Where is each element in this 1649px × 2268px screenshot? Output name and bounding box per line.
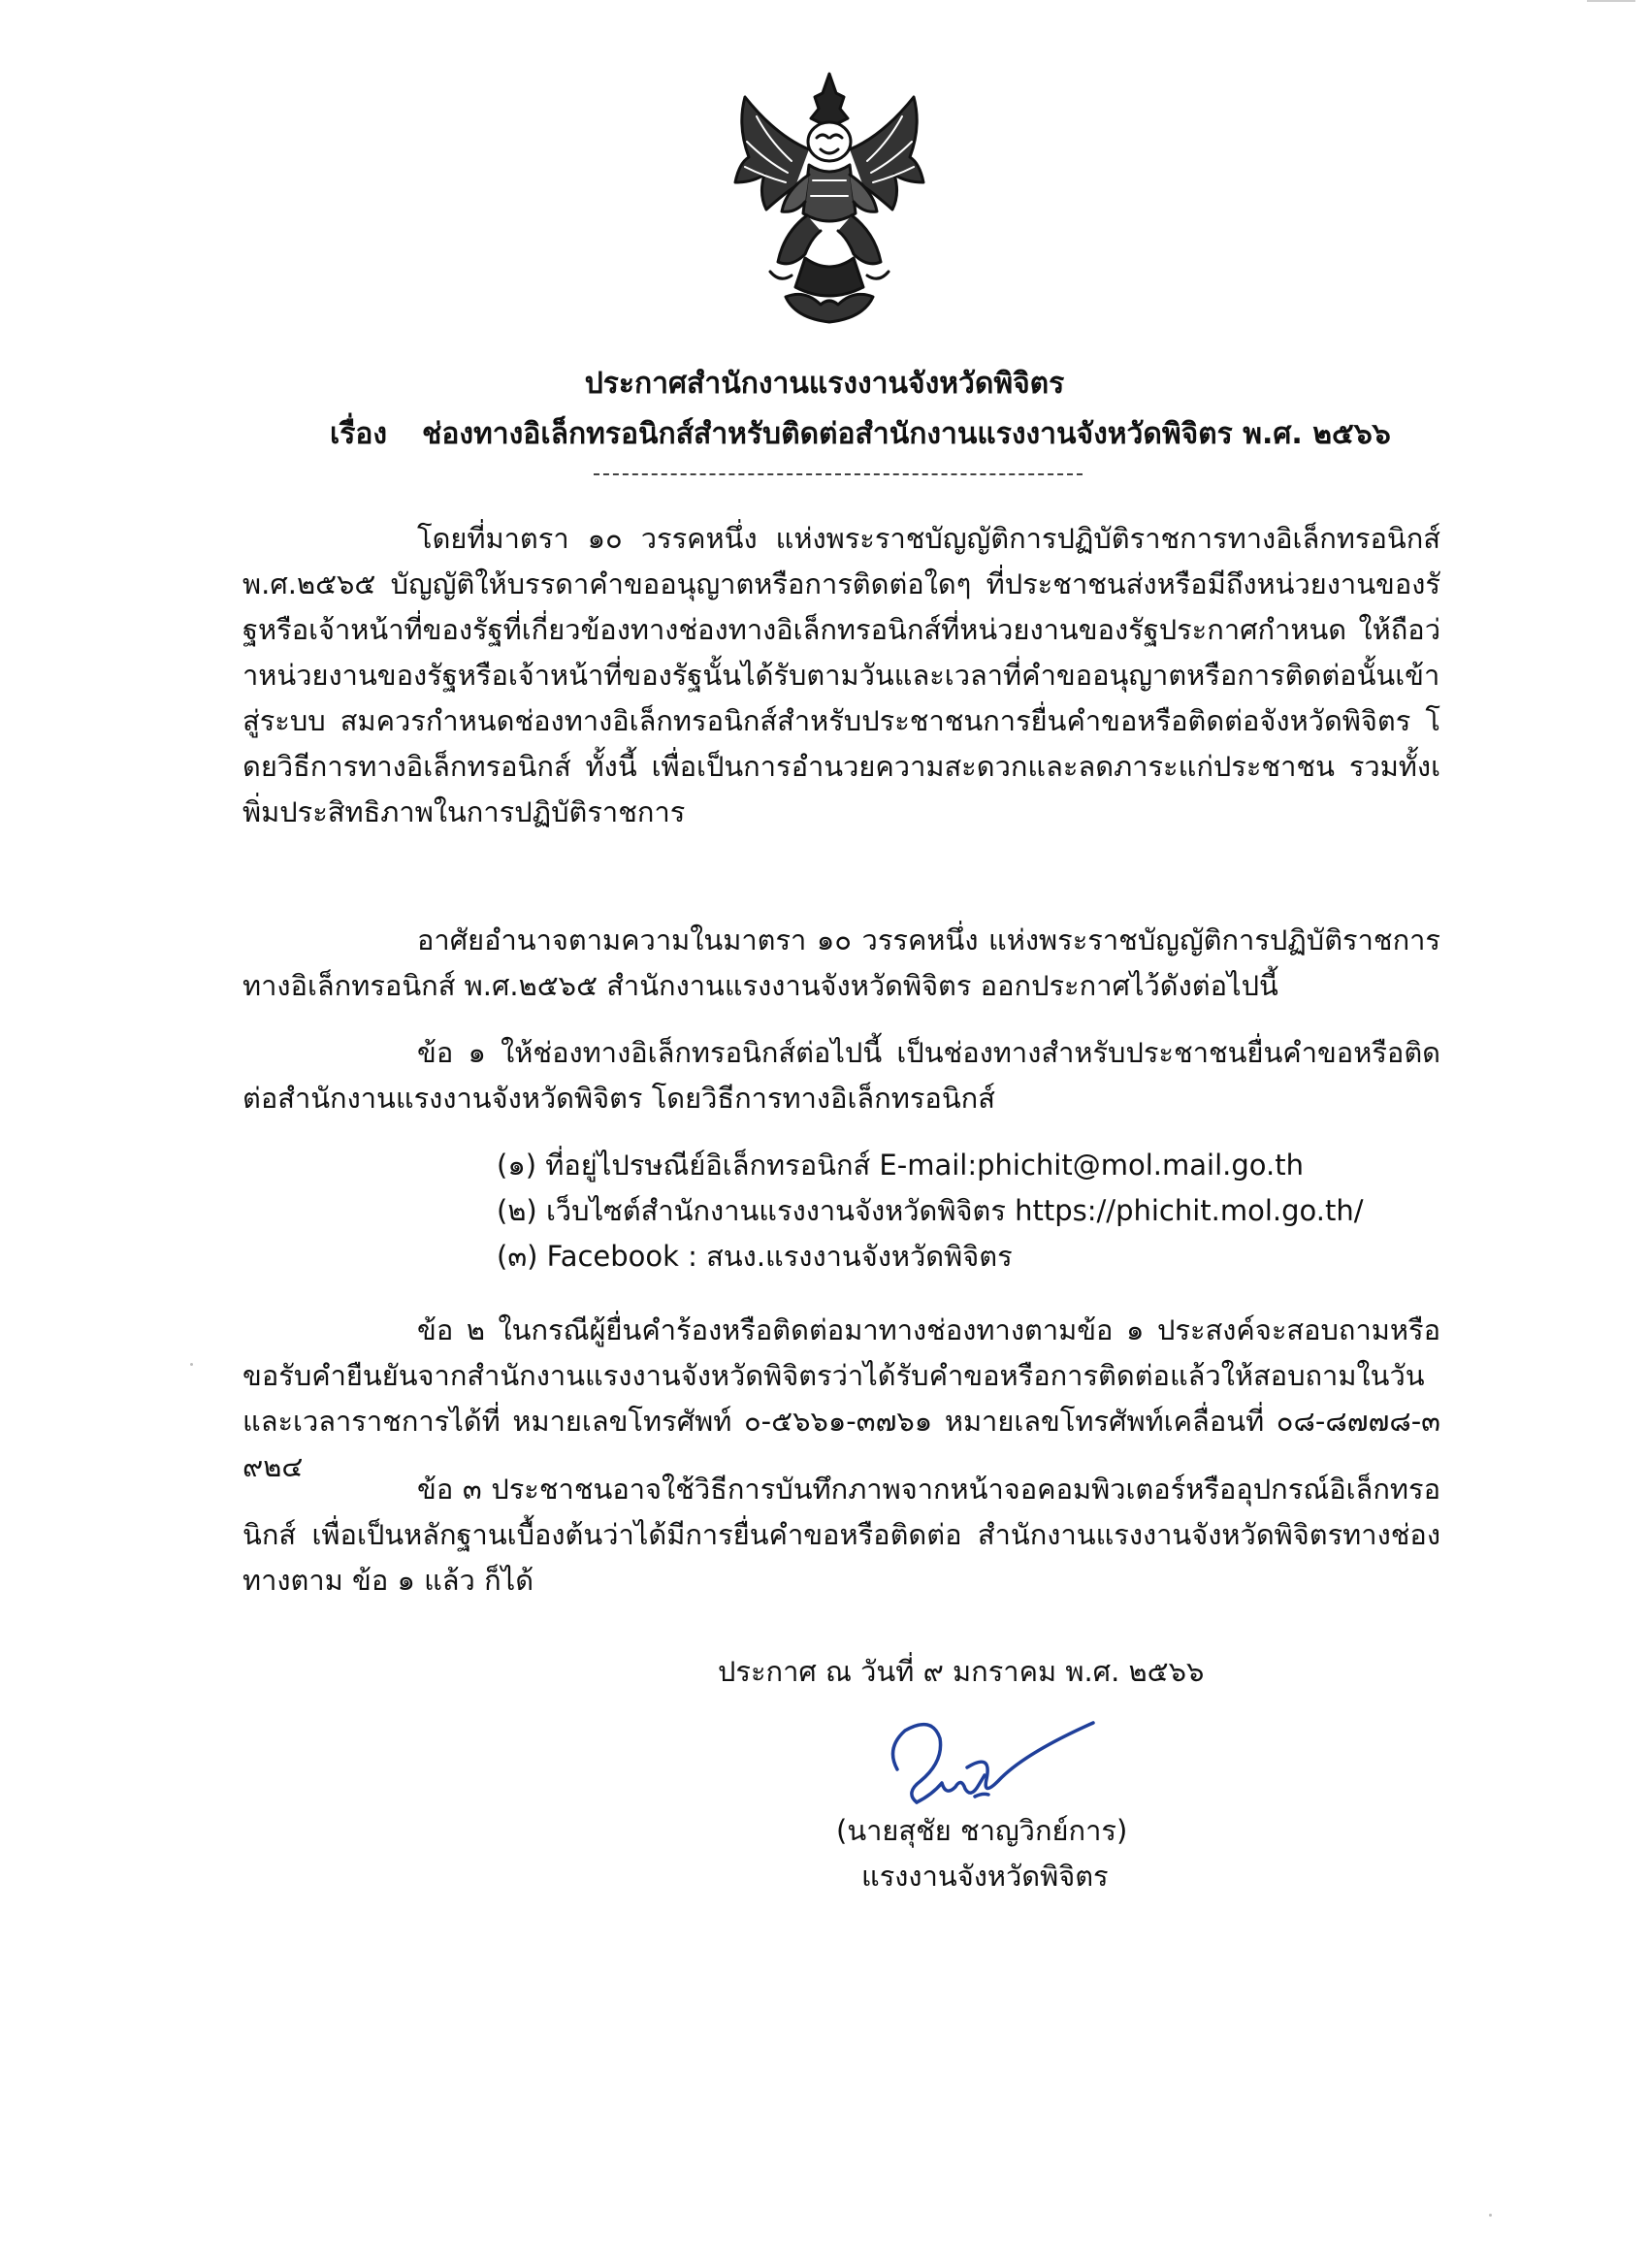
paragraph-authority: อาศัยอำนาจตามความในมาตรา ๑๐ วรรคหนึ่ง แห่งพระราชบัญญัติการปฏิบัติราชการทางอิเล็กทรอนิกส์ พ.ศ.๒๕๖๕ สำนักงานแรงงานจังหวัดพิจิตร ออกประกาศไว้ดังต่อไปนี้ [242, 923, 1440, 1002]
subject-label: เรื่อง [330, 417, 388, 451]
scan-speck [1489, 2214, 1492, 2217]
subject-text: ช่องทางอิเล็กทรอนิกส์สำหรับติดต่อสำนักงานแรงงานจังหวัดพิจิตร พ.ศ. ๒๕๖๖ [422, 417, 1391, 451]
paragraph-preamble: โดยที่มาตรา ๑๐ วรรคหนึ่ง แห่งพระราชบัญญัติการปฏิบัติราชการทางอิเล็กทรอนิกส์ พ.ศ.๒๕๖๕ บัญญัติให้บรรดาคำขออนุญาตหรือการติดต่อใดๆ ที่ประชาชนส่งหรือมีถึงหน่วยงานของรัฐหรือเจ้าหน้าที่ของรัฐที่เกี่ยวข้องทางช่องทางอิเล็กทรอนิกส์ที่หน่วยงานของรัฐประกาศกำหนด ให้ถือว่าหน่วยงานของรัฐหรือเจ้าหน้าที่ของรัฐนั้นได้รับตามวันและเวลาที่คำขออนุญาตหรือการติดต่อนั้นเข้าสู่ระบบ สมควรกำหนดช่องทางอิเล็กทรอนิกส์สำหรับประชาชนการยื่นคำขอหรือติดต่อจังหวัดพิจิตร โดยวิธีการทางอิเล็กทรอนิกส์ ทั้งนี้ เพื่อเป็นการอำนวยความสะดวกและลดภาระแก่ประชาชน รวมทั้งเพิ่มประสิทธิภาพในการปฏิบัติราชการ [242, 522, 1440, 828]
heading-divider [594, 473, 1083, 475]
garuda-emblem-icon [728, 68, 931, 330]
scan-edge-mark [1587, 0, 1635, 2]
channel-item-website: (๒) เว็บไซต์สำนักงานแรงงานจังหวัดพิจิตร https://phichit.mol.go.th/ [497, 1194, 1364, 1227]
paragraph-clause-3: ข้อ ๓ ประชาชนอาจใช้วิธีการบันทึกภาพจากหน้าจอคอมพิวเตอร์หรืออุปกรณ์อิเล็กทรอนิกส์ เพื่อเป็นหลักฐานเบื้องต้นว่าได้มีการยื่นคำขอหรือติดต่อ สำนักงานแรงงานจังหวัดพิจิตรทางช่องทางตาม ข้อ ๑ แล้ว ก็ได้ [242, 1473, 1440, 1597]
scan-speck [190, 1363, 193, 1366]
subject-line [330, 411, 1391, 457]
channel-item-facebook: (๓) Facebook : สนง.แรงงานจังหวัดพิจิตร [497, 1240, 1013, 1273]
announcement-heading: ประกาศสำนักงานแรงงานจังหวัดพิจิตร [584, 367, 1065, 401]
paragraph-clause-1: ข้อ ๑ ให้ช่องทางอิเล็กทรอนิกส์ต่อไปนี้ เป็นช่องทางสำหรับประชาชนยื่นคำขอหรือติดต่อสำนักงานแรงงานจังหวัดพิจิตร โดยวิธีการทางอิเล็กทรอนิกส์ [242, 1036, 1440, 1115]
channel-item-email: (๑) ที่อยู่ไปรษณีย์อิเล็กทรอนิกส์ E-mail:phichit@mol.mail.go.th [497, 1149, 1304, 1182]
paragraph-clause-2: ข้อ ๒ ในกรณีผู้ยื่นคำร้องหรือติดต่อมาทางช่องทางตามข้อ ๑ ประสงค์จะสอบถามหรือขอรับคำยืนยันจากสำนักงานแรงงานจังหวัดพิจิตรว่าได้รับคำขอหรือการติดต่อแล้วให้สอบถามในวันและเวลาราชการได้ที่ หมายเลขโทรศัพท์ ๐-๕๖๖๑-๓๗๖๑ หมายเลขโทรศัพท์เคลื่อนที่ ๐๘-๘๗๗๘-๓๙๒๔ [242, 1313, 1440, 1483]
announcement-date: ประกาศ ณ วันที่ ๙ มกราคม พ.ศ. ๒๕๖๖ [718, 1655, 1205, 1688]
signer-name: (นายสุชัย ชาญวิกย์การ) [836, 1814, 1128, 1847]
signer-title: แรงงานจังหวัดพิจิตร [861, 1860, 1109, 1893]
signature-mark [878, 1709, 1101, 1816]
